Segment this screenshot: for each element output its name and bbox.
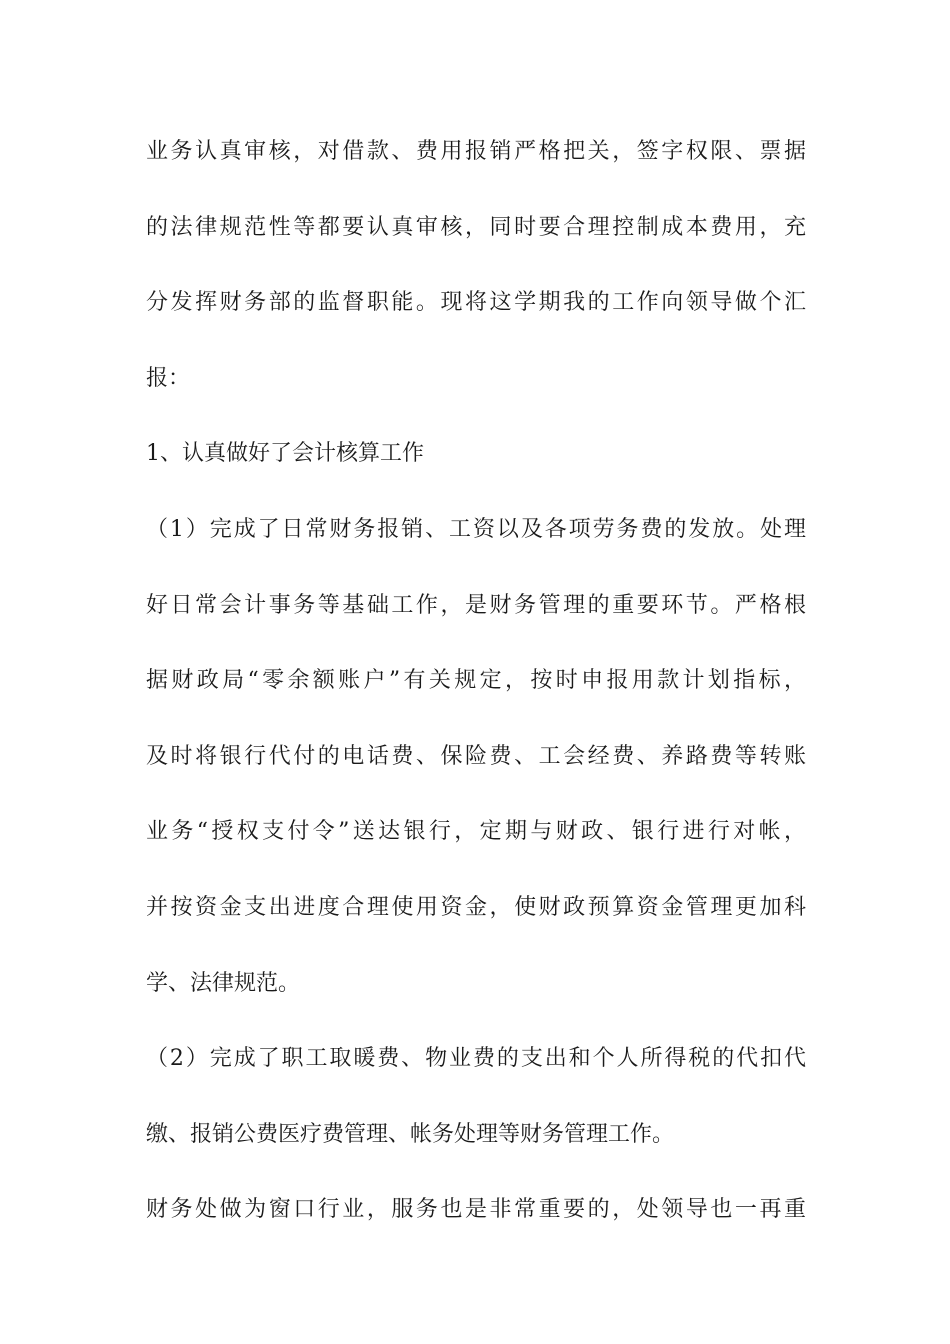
text-line: （1）完成了日常财务报销、工资以及各项劳务费的发放。处理 <box>146 516 806 542</box>
text-line: 的法律规范性等都要认真审核，同时要合理控制成本费用，充 <box>146 214 806 240</box>
text-line: 学、法律规范。 <box>146 970 301 996</box>
text-line: 业务认真审核，对借款、费用报销严格把关，签字权限、票据 <box>146 139 806 164</box>
text-line: 业务“授权支付令”送达银行，定期与财政、银行进行对帐， <box>146 819 806 845</box>
section-heading: 1、认真做好了会计核算工作 <box>146 441 424 467</box>
text-line: 缴、报销公费医疗费管理、帐务处理等财务管理工作。 <box>146 1121 675 1147</box>
text-line: （2）完成了职工取暖费、物业费的支出和个人所得税的代扣代 <box>146 1046 806 1072</box>
text-line: 及时将银行代付的电话费、保险费、工会经费、养路费等转账 <box>146 743 806 769</box>
text-line: 分发挥财务部的监督职能。现将这学期我的工作向领导做个汇 <box>146 290 806 316</box>
text-line: 并按资金支出进度合理使用资金，使财政预算资金管理更加科 <box>146 894 806 920</box>
text-line: 财务处做为窗口行业，服务也是非常重要的，处领导也一再重 <box>146 1197 806 1223</box>
text-line: 报： <box>146 365 191 391</box>
text-line: 好日常会计事务等基础工作，是财务管理的重要环节。严格根 <box>146 592 806 618</box>
text-line: 据财政局“零余额账户”有关规定，按时申报用款计划指标， <box>146 668 806 694</box>
body-text <box>146 128 806 1262</box>
